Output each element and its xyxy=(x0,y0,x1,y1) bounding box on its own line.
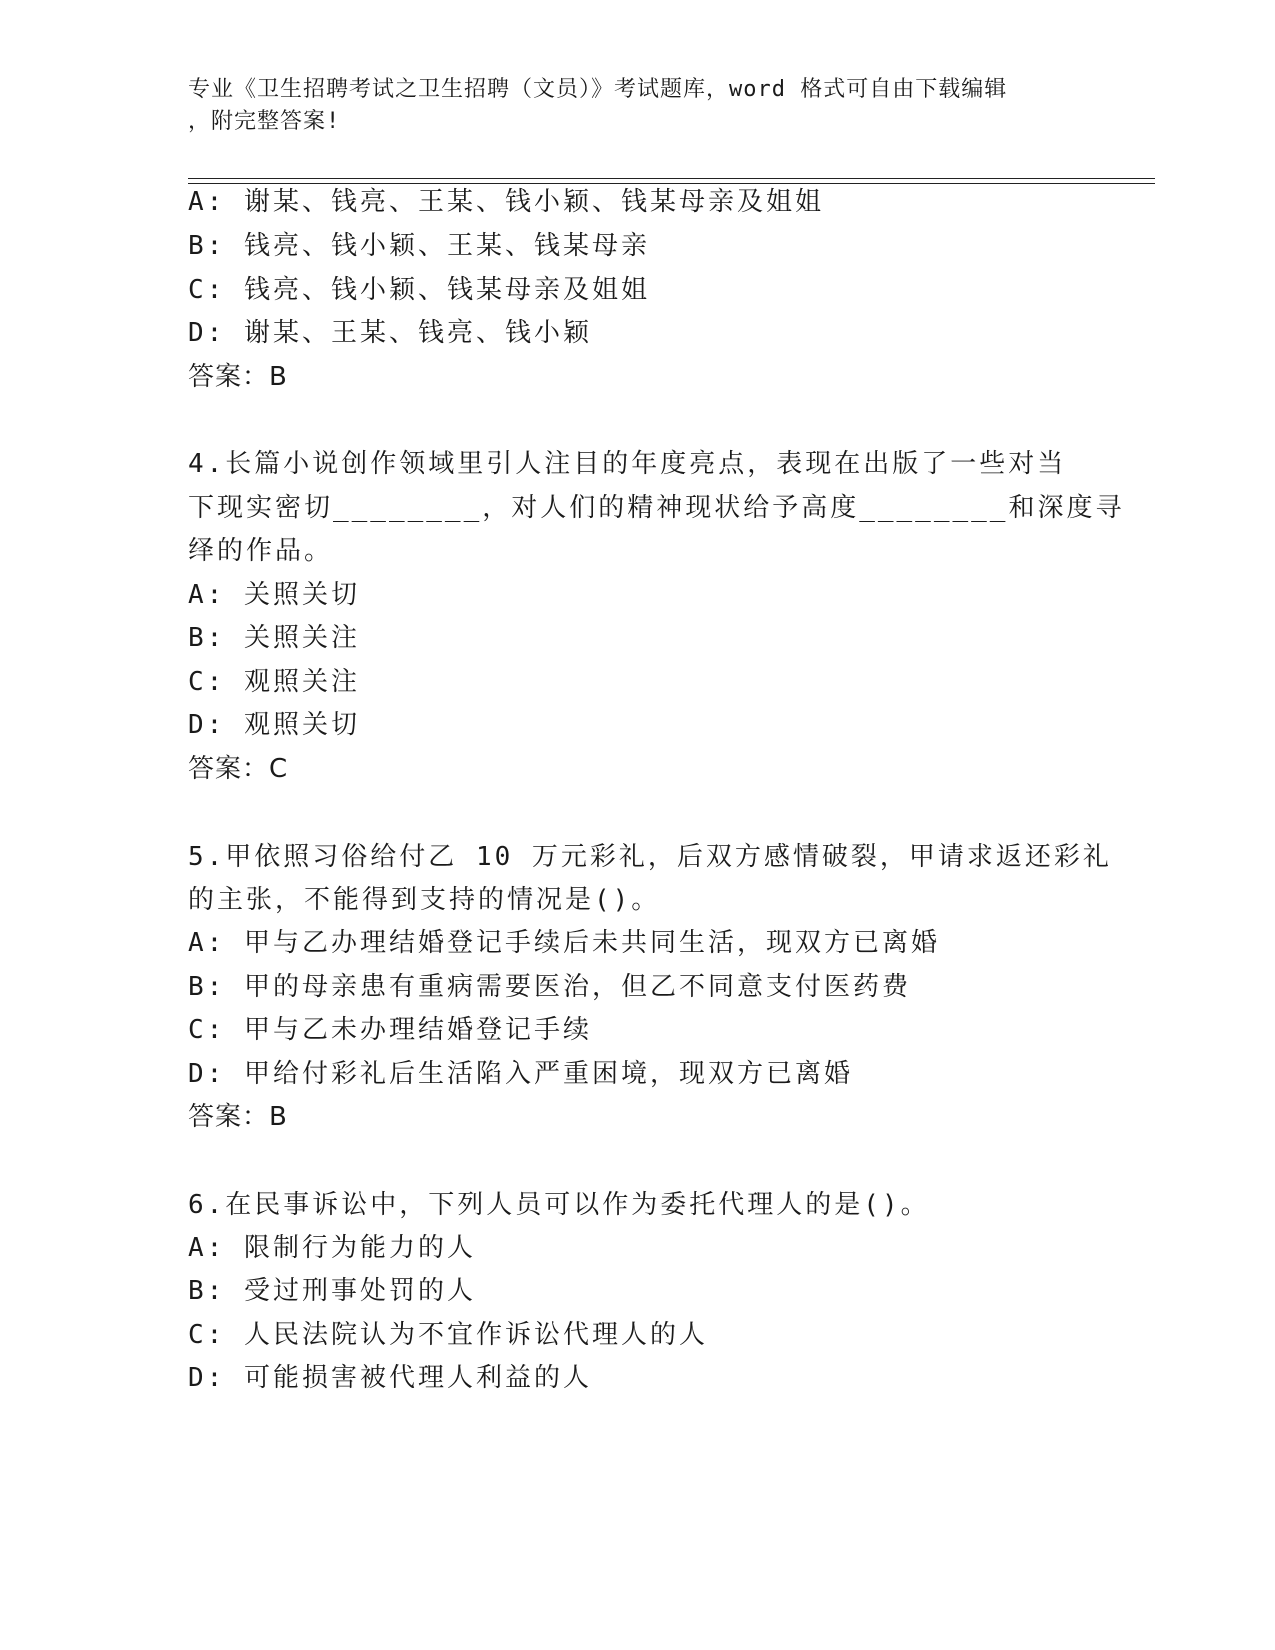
q5-answer: 答案：B xyxy=(188,1102,288,1132)
q3-option-b: B: 钱亮、钱小颖、王某、钱某母亲 xyxy=(188,231,650,261)
q4-stem-line-2: 下现实密切________，对人们的精神现状给予高度________和深度寻 xyxy=(188,493,1125,523)
q4-stem-line-3: 绎的作品。 xyxy=(188,536,334,566)
q4-option-a: A: 关照关切 xyxy=(188,580,360,610)
q6-stem-line-1: 6.在民事诉讼中，下列人员可以作为委托代理人的是()。 xyxy=(188,1190,930,1220)
q5-option-c: C: 甲与乙未办理结婚登记手续 xyxy=(188,1015,592,1045)
q6-option-c: C: 人民法院认为不宜作诉讼代理人的人 xyxy=(188,1320,708,1350)
q3-option-c: C: 钱亮、钱小颖、钱某母亲及姐姐 xyxy=(188,275,650,305)
q4-stem-line-1: 4.长篇小说创作领域里引人注目的年度亮点，表现在出版了一些对当 xyxy=(188,449,1067,479)
q4-option-b: B: 关照关注 xyxy=(188,623,360,653)
q4-option-c: C: 观照关注 xyxy=(188,667,360,697)
q4-answer: 答案：C xyxy=(188,754,289,784)
header-line-2: ，附完整答案! xyxy=(188,109,341,134)
q5-option-b: B: 甲的母亲患有重病需要医治，但乙不同意支付医药费 xyxy=(188,972,911,1002)
q3-answer: 答案：B xyxy=(188,362,288,392)
header-divider-top xyxy=(188,178,1155,179)
q3-option-d: D: 谢某、王某、钱亮、钱小颖 xyxy=(188,318,592,348)
q4-option-d: D: 观照关切 xyxy=(188,710,360,740)
q3-option-a: A: 谢某、钱亮、王某、钱小颖、钱某母亲及姐姐 xyxy=(188,187,824,217)
q6-option-d: D: 可能损害被代理人利益的人 xyxy=(188,1363,592,1393)
header-line-1: 专业《卫生招聘考试之卫生招聘（文员）》考试题库，word 格式可自由下载编辑 xyxy=(188,77,1008,102)
q5-option-a: A: 甲与乙办理结婚登记手续后未共同生活，现双方已离婚 xyxy=(188,928,940,958)
q5-stem-line-1: 5.甲依照习俗给付乙 10 万元彩礼，后双方感情破裂，甲请求返还彩礼 xyxy=(188,842,1112,872)
q5-option-d: D: 甲给付彩礼后生活陷入严重困境，现双方已离婚 xyxy=(188,1059,853,1089)
document-header xyxy=(188,74,1068,138)
q6-option-b: B: 受过刑事处罚的人 xyxy=(188,1276,476,1306)
q5-stem-line-2: 的主张，不能得到支持的情况是()。 xyxy=(188,885,661,915)
q6-option-a: A: 限制行为能力的人 xyxy=(188,1233,476,1263)
